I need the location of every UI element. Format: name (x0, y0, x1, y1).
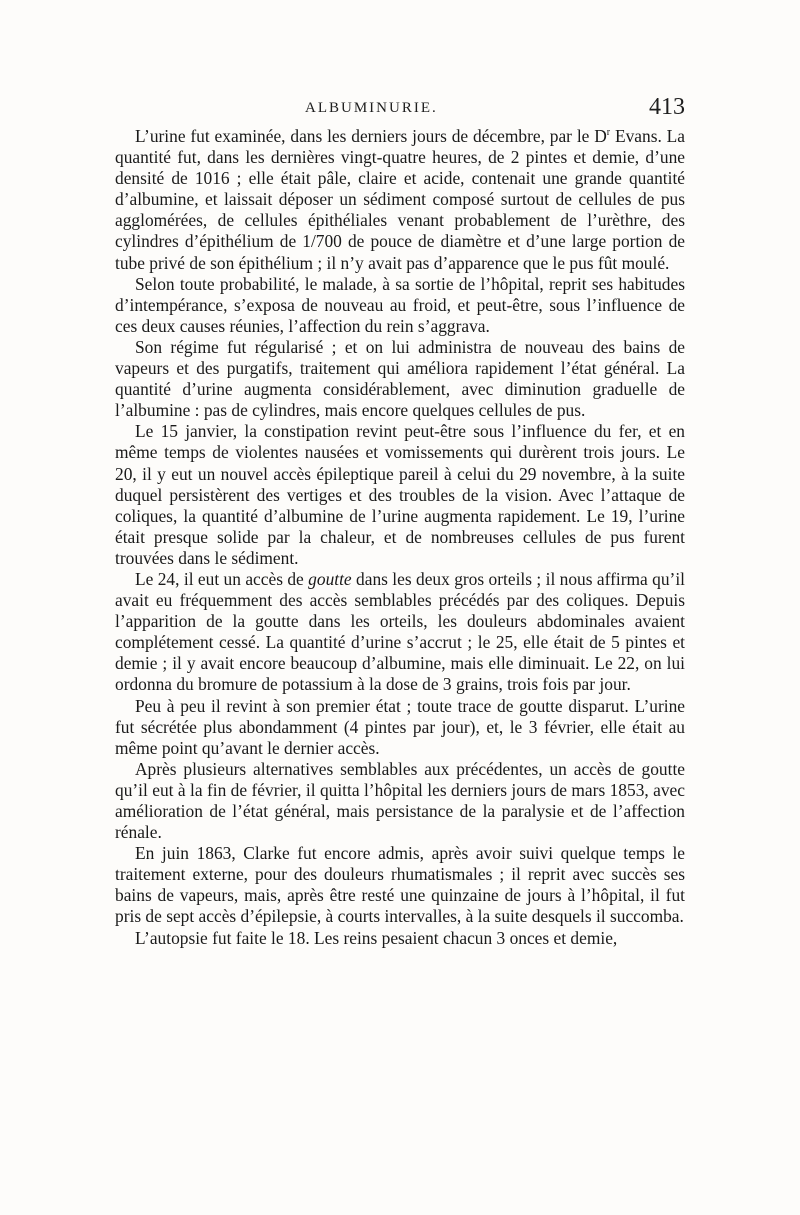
paragraph-1-rest: Evans. La quantité fut, dans les dernières vingt-quatre heures, de 2 pintes et demie, d’une densité de 1016 ; elle était pâle, claire et acide, contenait une grande quantité d’albumine, et laissait déposer un sédiment composé surtout de cellules de pus agglomérées, de cellules épithéliales venant probablement de l’urèthre, des cylindres d’épithélium de 1/700 de pouce de diamètre et d’une large portion de tube privé de son épithélium ; il n’y avait pas d’apparence que le pus fût moulé. (115, 126, 686, 273)
paragraph-5-rest: dans les deux gros orteils ; il nous affirma qu’il avait eu fréquemment des accès semblables précédés par des coliques. Depuis l’apparition de la goutte dans les orteils, les douleurs abdominales avaient complétement cessé. La quantité d’urine s’accrut ; le 25, elle était de 5 pintes et demie ; il y avait encore beaucoup d’albumine, mais elle diminuait. Le 22, on lui ordonna du bromure de potassium à la dose de 3 grains, trois fois par jour. (115, 568, 685, 695)
paragraph-2: Selon toute probabilité, le malade, à sa sortie de l’hôpital, reprit ses habitudes d’intempérance, s’exposa de nouveau au froid, et peut-être, sous l’influence de ces deux causes réunies, l’affection du rein s’aggrava. (115, 273, 685, 336)
paragraph-9: L’autopsie fut faite le 18. Les reins pesaient chacun 3 onces et demie, (135, 927, 618, 948)
running-title: ALBUMINURIE. (305, 100, 438, 116)
paragraph-3: Son régime fut régularisé ; et on lui administra de nouveau des bains de vapeurs et des purgatifs, traitement qui améliora rapidement l’état général. La quantité d’urine augmenta considérablement, avec diminution graduelle de l’albumine : pas de cylindres, mais encore quelques cellules de pus. (115, 336, 685, 421)
paragraph-6: Peu à peu il revint à son premier état ; toute trace de goutte disparut. L’urine fut sécrétée plus abondamment (4 pintes par jour), et, le 3 février, elle était au même point qu’avant le dernier accès. (115, 695, 685, 758)
paragraph-8: En juin 1863, Clarke fut encore admis, après avoir suivi quelque temps le traitement externe, pour des douleurs rhumatismales ; il reprit avec succès ses bains de vapeurs, mais, après être resté une quinzaine de jours à l’hôpital, il fut pris de sept accès d’épilepsie, à courts intervalles, à la suite desquels il succomba. (115, 843, 685, 927)
body-text (115, 126, 685, 949)
page-header (115, 94, 685, 124)
paragraph-5-start: Le 24, il eut un accès de (135, 568, 309, 589)
paragraph-1 (115, 126, 685, 274)
paragraph-1-start: L’urine fut examinée, dans les derniers jours de décembre, par le D (135, 126, 607, 146)
paragraph-5 (115, 569, 685, 696)
paragraph-7: Après plusieurs alternatives semblables aux précédentes, un accès de goutte qu’il eut à la fin de février, il quitta l’hôpital les derniers jours de mars 1853, avec amélioration de l’état général, mais persistance de la paralysie et de l’affection rénale. (115, 758, 685, 843)
page-number: 413 (649, 94, 685, 120)
paragraph-4: Le 15 janvier, la constipation revint peut-être sous l’influence du fer, et en même temps de violentes nausées et vomissements qui durèrent trois jours. Le 20, il y eut un nouvel accès épileptique pareil à celui du 29 novembre, à la suite duquel persistèrent des vertiges et des troubles de la vision. Avec l’attaque de coliques, la quantité d’albumine de l’urine augmenta rapidement. Le 19, l’urine était presque solide par la chaleur, et de nombreuses cellules de pus furent trouvées dans le sédiment. (115, 421, 685, 568)
italic-word-goutte: goutte (308, 568, 352, 589)
doctor-abbrev-superscript: r (606, 127, 611, 139)
